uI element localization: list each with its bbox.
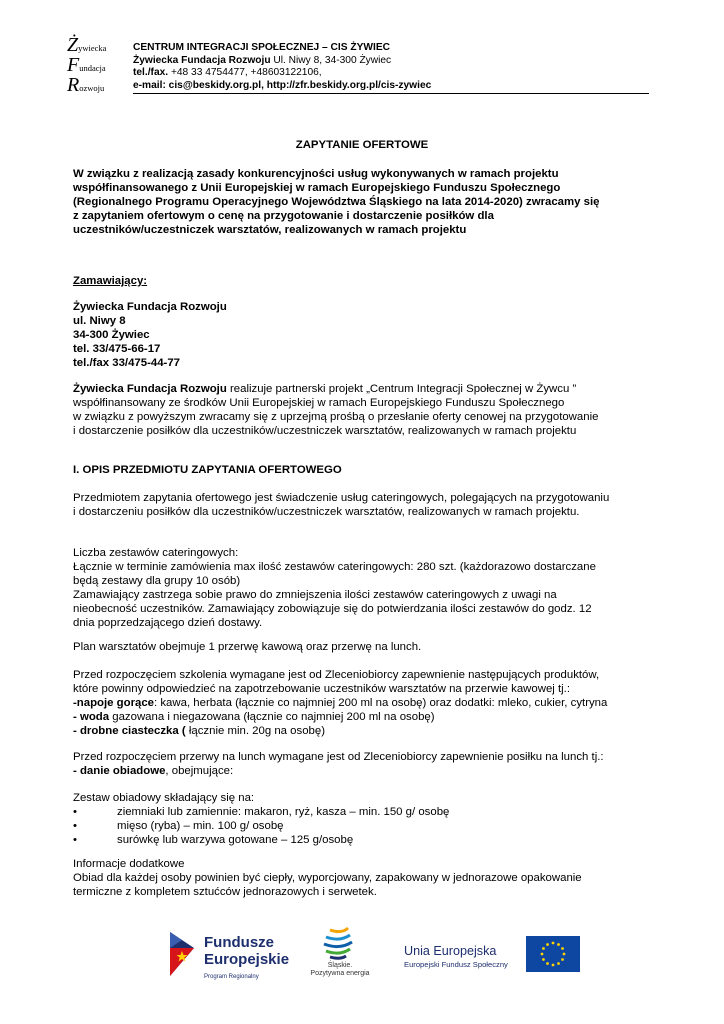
- additional-info: Informacje dodatkowe Obiad dla każdej osoby powinien być ciepły, wyporcjowany, zapakowany w jednorazowe opakowanie termiczne z kompletem sztućców jednorazowych i serwetek.: [73, 858, 582, 898]
- subject-paragraph: Przedmiotem zapytania ofertowego jest świadczenie usług cateringowych, polegających na przygotowaniu i dostarczeniu posiłków dla uczestników/uczestniczek warsztatów, realizowanych w ramach projektu.: [73, 492, 610, 518]
- eu-star-icon: [542, 947, 545, 950]
- fe-subtitle: Program Regionalny: [204, 974, 259, 980]
- eu-title: Unia Europejska: [404, 944, 497, 958]
- eu-star-icon: [557, 962, 560, 965]
- center-name: CENTRUM INTEGRACJI SPOŁECZNEJ – CIS ŻYWIEC: [133, 42, 390, 53]
- eu-star-icon: [563, 953, 566, 956]
- eu-star-icon: [542, 958, 545, 961]
- header-divider: [133, 93, 649, 94]
- footer-logos: [0, 920, 724, 990]
- eu-star-icon: [557, 943, 560, 946]
- fe-line2: Europejskie: [204, 951, 290, 968]
- workshop-plan: Plan warsztatów obejmuje 1 przerwę kawową oraz przerwę na lunch.: [73, 641, 422, 653]
- eu-subtitle: Europejski Fundusz Społeczny: [404, 960, 508, 969]
- slaskie-line2: Pozytywna energia: [310, 970, 370, 977]
- intro-paragraph: W związku z realizacją zasady konkurencyjności usług wykonywanych w ramach projektu współfinansowanego z Unii Europejskiej w ramach Europejskiego Funduszu Społecznego (Regionalnego Programu Operacyjnego Województwa Śląskiego na lata 2014-2020) zwracamy się z zapytaniem ofertowym o cenę na przygotowanie i dostarczenie posiłków dla uczestników/uczestniczek warsztatów, realizowanych w ramach projektu: [73, 168, 600, 236]
- eu-star-icon: [546, 962, 549, 965]
- list-item: • surówkę lub warzywa gotowane – 125 g/osobę: [73, 834, 354, 846]
- phone-line: tel./fax. +48 33 4754477, +48603122106,: [133, 67, 322, 79]
- eu-flag-icon: [526, 936, 580, 972]
- email-line: e-mail: cis@beskidy.org.pl, http://zfr.beskidy.org.pl/cis-zywiec: [133, 79, 432, 91]
- coffee-break-paragraph: Przed rozpoczęciem szkolenia wymagane jest od Zleceniobiorcy zapewnienie następujących produktów, które powinny odpowiedzieć na zapotrzebowanie uczestników warsztatów na przerwie kawowej tj.: -napoje gorące: kawa, herbata (łącznie co najmniej 200 ml na osobę) oraz dodatki: mleko, cukier, cytryna - woda gazowana i niegazowana (łącznie co najmniej 200 ml na osobę) - drobne ciasteczka ( łącznie min. 20g na osobę): [73, 669, 608, 737]
- letterhead: [133, 42, 653, 92]
- eu-star-icon: [552, 942, 555, 945]
- org-line: Żywiecka Fundacja Rozwoju Ul. Niwy 8, 34-300 Żywiec: [133, 54, 392, 66]
- catering-sets-paragraph: Liczba zestawów cateringowych: Łącznie w terminie zamówienia max ilość zestawów cateringowych: 280 szt. (każdorazowo dostarczane będą zestawy dla grupy 10 osób) Zamawiający zastrzega sobie prawo do zmniejszenia ilości zestawów cateringowych z uwagi na nieobecność uczestników. Zamawiający zobowiązuje się do potwierdzania ilości zestawów do godz. 12 dnia poprzedzającego dzień dostawy.: [73, 547, 596, 629]
- list-item: • ziemniaki lub zamiennie: makaron, ryż, kasza – min. 150 g/ osobę: [73, 806, 450, 818]
- slaskie-waves-icon: [320, 926, 360, 960]
- lunch-set-list: Zestaw obiadowy składający się na: • ziemniaki lub zamiennie: makaron, ryż, kasza – min. 150 g/ osobę • mięso (ryba) – min. 100 g/ osobę • surówkę lub warzywa gotowane – 125 g/osobę: [73, 791, 663, 847]
- list-item: • mięso (ryba) – min. 100 g/ osobę: [73, 820, 284, 832]
- fe-flag-icon: [164, 928, 198, 980]
- lunch-paragraph: Przed rozpoczęciem przerwy na lunch wymagane jest od Zleceniobiorcy zapewnienie posiłku na lunch tj.: - danie obiadowe, obejmujące:: [73, 751, 604, 777]
- section-title: I. OPIS PRZEDMIOTU ZAPYTANIA OFERTOWEGO: [73, 464, 342, 476]
- slaskie-logo: [308, 926, 372, 984]
- logo-line-3: Rozwoju: [67, 74, 105, 96]
- fundusze-europejskie-logo: [164, 928, 294, 982]
- fe-line1: Fundusze: [204, 934, 274, 951]
- eu-star-icon: [561, 947, 564, 950]
- logo-line-2: Fundacja: [67, 54, 106, 76]
- slaskie-line1: Śląskie.: [327, 962, 353, 969]
- contractor-address: Żywiecka Fundacja Rozwoju ul. Niwy 8 34-300 Żywiec tel. 33/475-66-17 tel./fax 33/475-44-77: [73, 301, 227, 369]
- partner-paragraph: Żywiecka Fundacja Rozwoju realizuje partnerski projekt „Centrum Integracji Społecznej w Żywcu ” współfinansowany ze środków Unii Europejskiej w ramach Europejskiego Funduszu Społecznego w związku z powyższym zwracamy się z uprzejmą prośbą o przesłanie oferty cenowej na przygotowanie i dostarczenie posiłków dla uczestników/uczestniczek warsztatów, realizowanych w ramach projektu: [73, 383, 599, 437]
- eu-star-icon: [552, 964, 555, 967]
- page-title: ZAPYTANIE OFERTOWE: [295, 139, 429, 151]
- eu-star-icon: [546, 943, 549, 946]
- contractor-label: Zamawiający:: [73, 275, 148, 287]
- foundation-logo: [67, 34, 115, 98]
- logo-line-1: Żywiecka: [67, 34, 107, 56]
- eu-star-icon: [541, 953, 544, 956]
- eu-logo: [400, 940, 590, 980]
- eu-star-icon: [561, 958, 564, 961]
